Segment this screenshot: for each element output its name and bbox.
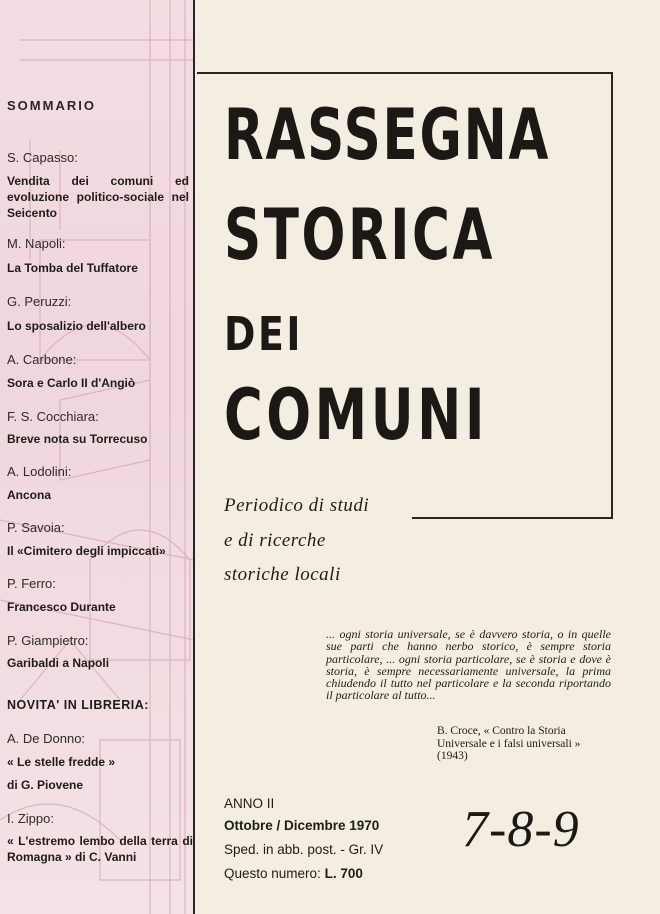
issue-number: 7-8-9 bbox=[462, 801, 580, 858]
masthead-frame-bottom bbox=[412, 517, 613, 519]
masthead-line-storica: STORICA bbox=[224, 194, 496, 277]
masthead-frame-right bbox=[611, 72, 613, 519]
croce-quote: ... ogni storia universale, se è davvero storia, o in quelle sue parti che hanno nerbo storico, è sempre storia particolare, ... ogni storia particolare, se è storia e dove è storia, è sempre necessariamente universale, la prima chiudendo il tutto nel particolare e la seconda riportando il particolare al tutto... bbox=[326, 627, 611, 703]
entry-author: I. Zippo: bbox=[7, 811, 54, 826]
entry-author: S. Capasso: bbox=[7, 150, 78, 165]
entry-article: « L'estremo lembo della terra di Romagna » di C. Vanni bbox=[7, 834, 193, 864]
novita-entry bbox=[7, 811, 193, 865]
contents-entry bbox=[7, 464, 193, 503]
entry-article: Francesco Durante bbox=[7, 600, 116, 614]
entry-author: A. Lodolini: bbox=[7, 464, 72, 479]
entry-article: Garibaldi a Napoli bbox=[7, 656, 110, 670]
contents-entry bbox=[7, 236, 193, 276]
entry-article: « Le stelle fredde » bbox=[7, 755, 116, 769]
entry-article: Lo sposalizio dell'albero bbox=[7, 319, 146, 333]
entry-author: M. Napoli: bbox=[7, 236, 66, 251]
masthead-line-rassegna: RASSEGNA bbox=[224, 94, 551, 177]
entry-author: G. Peruzzi: bbox=[7, 294, 72, 309]
postal-info: Sped. in abb. post. - Gr. IV bbox=[224, 842, 384, 857]
contents-entry bbox=[7, 409, 193, 447]
anno-label: ANNO II bbox=[224, 796, 275, 811]
subtitle-line-1: Periodico di studi bbox=[224, 495, 370, 516]
contents-entry bbox=[7, 633, 193, 671]
subtitle-line-2: e di ricerche bbox=[224, 530, 326, 551]
sidebar bbox=[0, 0, 194, 914]
entry-author: A. Carbone: bbox=[7, 352, 77, 367]
entry-author: P. Savoia: bbox=[7, 520, 65, 535]
entry-article: Vendita dei comuni ed evoluzione politico-sociale nel Seicento bbox=[7, 174, 189, 220]
masthead-line-comuni: COMUNI bbox=[224, 374, 489, 457]
entry-article: Breve nota su Torrecuso bbox=[7, 432, 148, 446]
contents-entry bbox=[7, 352, 193, 391]
entry-article: Ancona bbox=[7, 488, 52, 502]
price-value: L. 700 bbox=[324, 866, 363, 881]
masthead-frame-top bbox=[197, 72, 613, 74]
contents-entry bbox=[7, 520, 193, 559]
sommario-heading: SOMMARIO bbox=[7, 98, 96, 113]
entry-article: Il «Cimitero degli impiccati» bbox=[7, 544, 166, 558]
entry-article: Sora e Carlo II d'Angiò bbox=[7, 376, 136, 390]
entry-author: A. De Donno: bbox=[7, 731, 86, 746]
novita-heading: NOVITA' IN LIBRERIA: bbox=[7, 698, 149, 712]
entry-extra: di G. Piovene bbox=[7, 778, 84, 792]
entry-article: La Tomba del Tuffatore bbox=[7, 261, 138, 275]
masthead-line-dei: DEI bbox=[224, 307, 304, 362]
quote-attribution: B. Croce, « Contro la Storia Universale e i falsi universali » (1943) bbox=[437, 725, 581, 762]
entry-author: F. S. Cocchiara: bbox=[7, 409, 99, 424]
price-label: Questo numero: bbox=[224, 866, 321, 881]
price-line bbox=[224, 866, 363, 881]
issue-date: Ottobre / Dicembre 1970 bbox=[224, 818, 380, 833]
novita-entry bbox=[7, 731, 193, 793]
column-divider bbox=[193, 0, 195, 914]
contents-entry bbox=[7, 576, 193, 615]
entry-author: P. Ferro: bbox=[7, 576, 56, 591]
contents-entry bbox=[7, 150, 193, 221]
contents-entry bbox=[7, 294, 193, 334]
entry-author: P. Giampietro: bbox=[7, 633, 89, 648]
subtitle-line-3: storiche locali bbox=[224, 564, 341, 585]
